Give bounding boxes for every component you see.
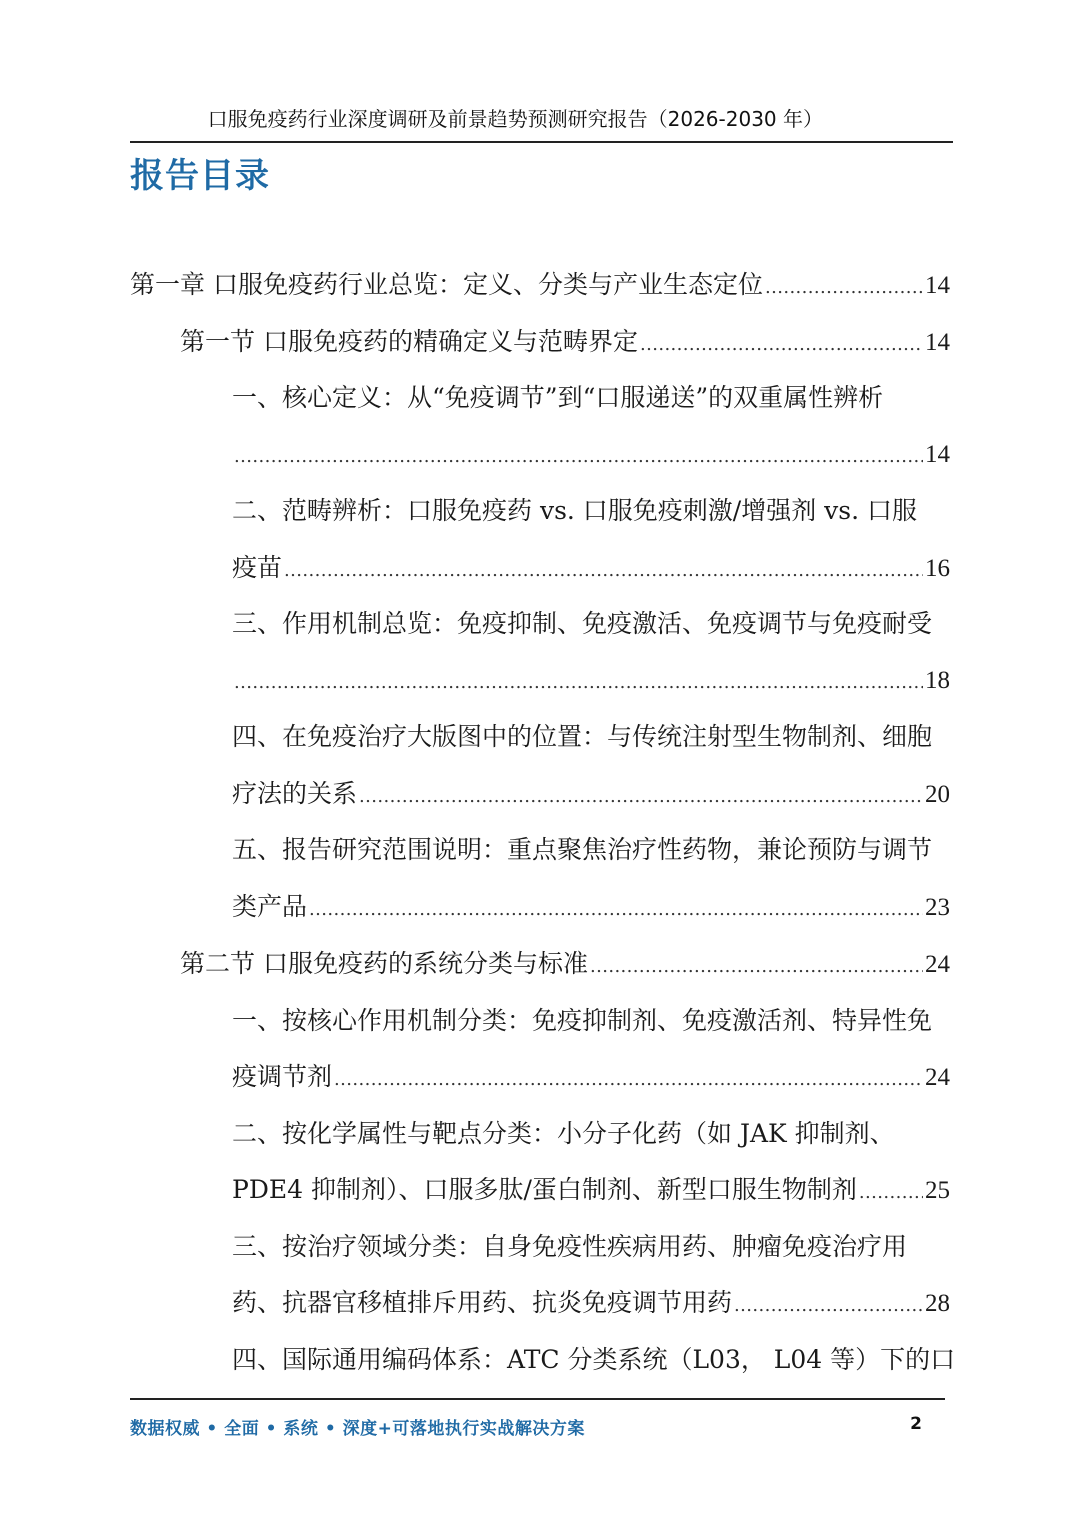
report-header-title: 口服免疫药行业深度调研及前景趋势预测研究报告（2026-2030 年） — [207, 107, 823, 131]
toc-entry-item-7-leader[interactable] — [232, 1170, 950, 1210]
toc-title: 报告目录 — [130, 156, 270, 196]
toc-entry-item-2-leader[interactable] — [232, 548, 950, 588]
toc-entry-item-8-leader[interactable] — [232, 1283, 950, 1323]
toc-entry-item-1[interactable]: 一、核心定义：从“免疫调节”到“口服递送”的双重属性辨析 — [232, 383, 884, 412]
toc-page-number: 14 — [925, 272, 950, 299]
toc-entry-text: PDE4 抑制剂）、口服多肽/蛋白制剂、新型口服生物制剂 — [232, 1175, 857, 1204]
toc-page-number: 25 — [925, 1177, 950, 1204]
toc-entry-text: 第一节 口服免疫药的精确定义与范畴界定 — [180, 327, 638, 356]
toc-entry-section-1[interactable] — [180, 322, 950, 362]
dot-leader — [640, 325, 923, 365]
dot-leader — [765, 268, 923, 308]
footer-rule — [130, 1398, 945, 1400]
toc-entry-item-5-leader[interactable] — [232, 887, 950, 927]
toc-entry-section-2[interactable] — [180, 944, 950, 984]
toc-page-number: 18 — [925, 667, 950, 694]
toc-entry-item-5[interactable]: 五、报告研究范围说明：重点聚焦治疗性药物，兼论预防与调节 — [232, 835, 933, 864]
toc-page-number: 20 — [925, 781, 950, 808]
toc-entry-text: 疫调节剂 — [232, 1062, 333, 1091]
toc-entry-text: 药、抗器官移植排斥用药、抗炎免疫调节用药 — [232, 1288, 733, 1317]
toc-page-number: 24 — [925, 951, 950, 978]
toc-entry-item-4-leader[interactable] — [232, 774, 950, 814]
toc-page-number: 14 — [925, 329, 950, 356]
dot-leader — [234, 437, 923, 477]
header-rule — [130, 141, 953, 143]
toc-entry-item-9[interactable]: 四、国际通用编码体系：ATC 分类系统（L03， L04 等）下的口 — [232, 1345, 956, 1374]
dot-leader — [284, 551, 923, 591]
toc-entry-item-2[interactable]: 二、范畴辨析：口服免疫药 vs. 口服免疫刺激/增强剂 vs. 口服 — [232, 496, 918, 525]
toc-entry-item-3[interactable]: 三、作用机制总览：免疫抑制、免疫激活、免疫调节与免疫耐受 — [232, 609, 933, 638]
toc-page-number: 23 — [925, 894, 950, 921]
dot-leader — [334, 1060, 923, 1100]
dot-leader — [309, 890, 923, 930]
toc-entry-item-8[interactable]: 三、按治疗领域分类：自身免疫性疾病用药、肿瘤免疫治疗用 — [232, 1232, 908, 1261]
toc-entry-text: 第二节 口服免疫药的系统分类与标准 — [180, 949, 588, 978]
dot-leader — [859, 1173, 923, 1213]
toc-entry-item-4[interactable]: 四、在免疫治疗大版图中的位置：与传统注射型生物制剂、细胞 — [232, 722, 933, 751]
toc-page-number: 24 — [925, 1064, 950, 1091]
toc-page-number: 16 — [925, 555, 950, 582]
toc-entry-item-1-leader[interactable] — [232, 435, 950, 475]
toc-entry-text: 疗法的关系 — [232, 779, 358, 808]
toc-entry-text: 疫苗 — [232, 553, 283, 582]
toc-entry-item-7[interactable]: 二、按化学属性与靶点分类：小分子化药（如 JAK 抑制剂、 — [232, 1119, 895, 1148]
toc-page-number: 28 — [925, 1290, 950, 1317]
toc-entry-item-6[interactable]: 一、按核心作用机制分类：免疫抑制剂、免疫激活剂、特异性免 — [232, 1006, 933, 1035]
dot-leader — [734, 1286, 923, 1326]
footer-slogan: 数据权威 • 全面 • 系统 • 深度+可落地执行实战解决方案 — [130, 1419, 585, 1439]
toc-entry-chapter-1[interactable] — [130, 265, 950, 305]
dot-leader — [590, 947, 923, 987]
toc-entry-item-6-leader[interactable] — [232, 1057, 950, 1097]
toc-entry-text: 类产品 — [232, 892, 308, 921]
dot-leader — [359, 777, 923, 817]
toc-page-number: 14 — [925, 441, 950, 468]
footer-page-number: 2 — [910, 1414, 922, 1434]
dot-leader — [234, 663, 923, 703]
toc-entry-item-3-leader[interactable] — [232, 661, 950, 701]
toc-entry-text: 第一章 口服免疫药行业总览：定义、分类与产业生态定位 — [130, 270, 763, 299]
